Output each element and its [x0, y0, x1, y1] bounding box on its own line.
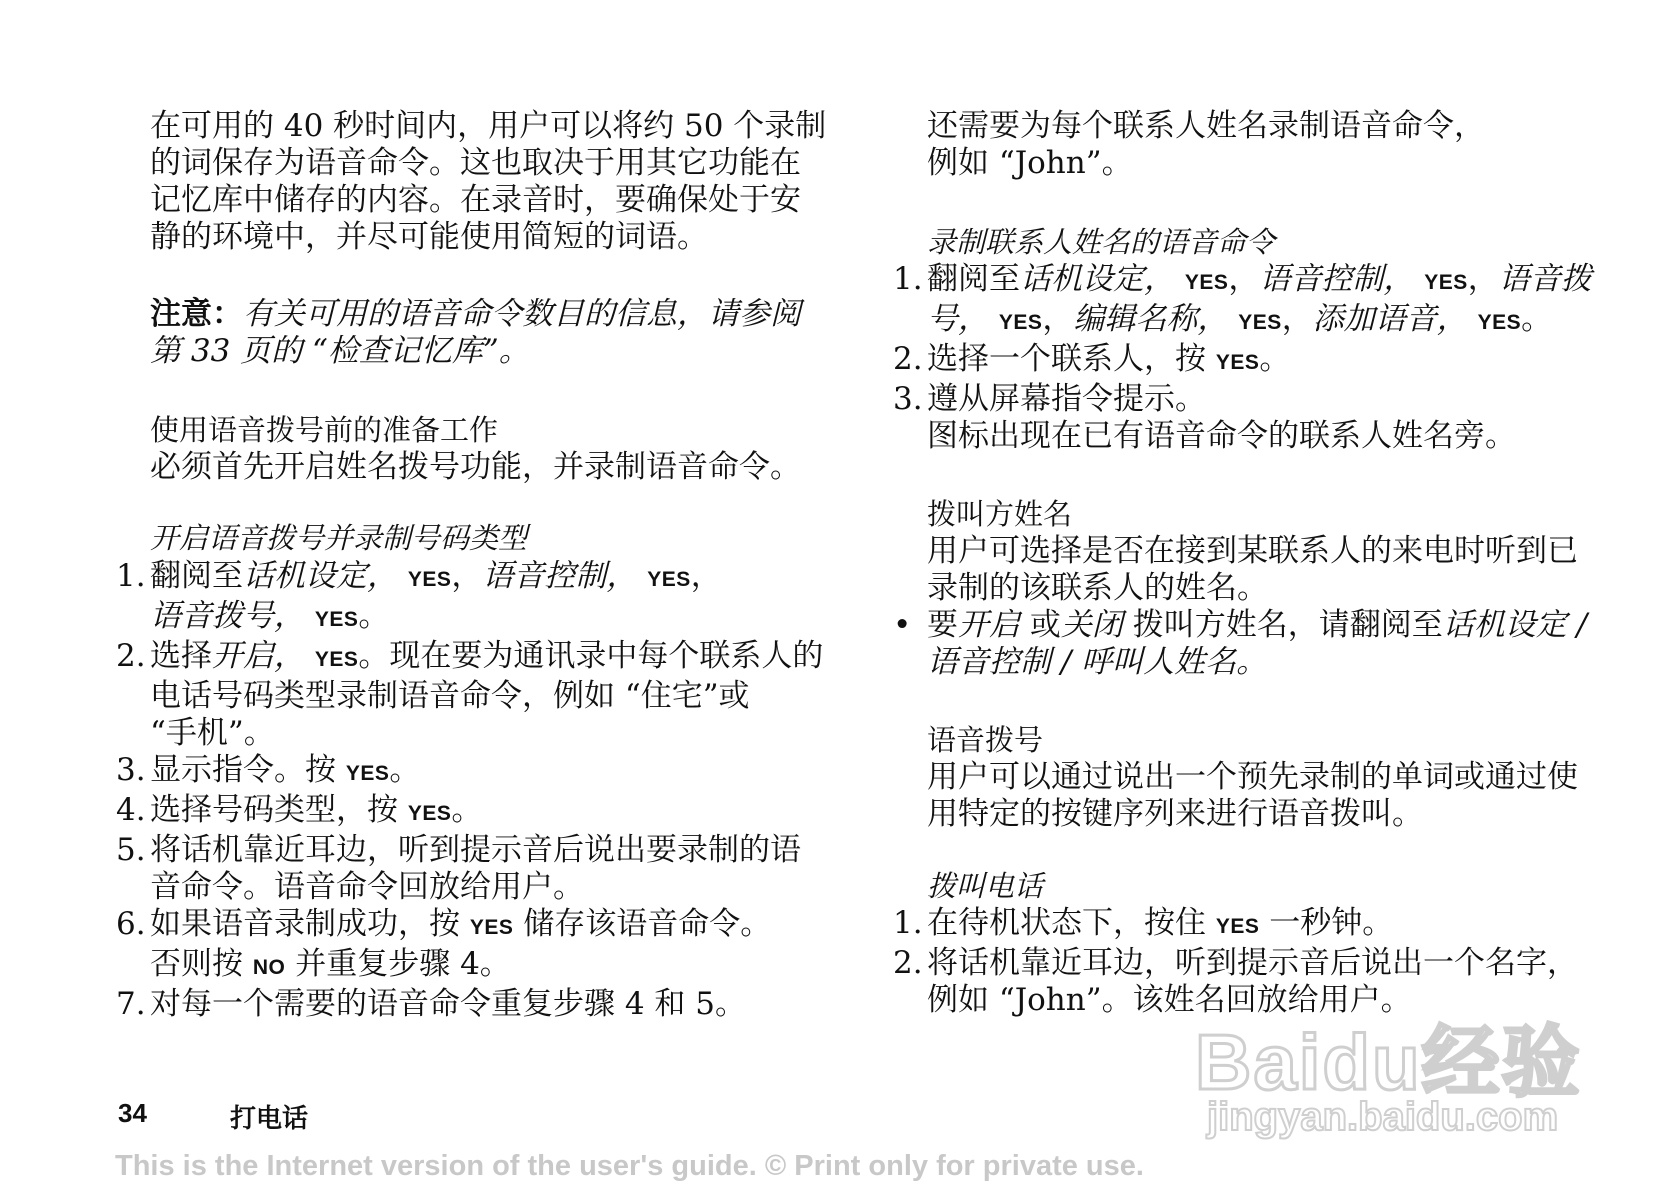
- rec-heading: 录制联系人姓名的语音命令: [927, 225, 1276, 259]
- footer-title: 打电话: [230, 1104, 309, 1134]
- list-item: 7. 对每一个需要的语音命令重复步骤 4 和 5。: [116, 986, 747, 1022]
- rec-section: 录制联系人姓名的语音命令 1. 翻阅至话机设定， YES，语音控制， YES，语音拨 号， YES，编辑名称， YES，添加语音， YES。 2. 选择一个联系人，按 YES。 3. 遵从屏幕指令提示。 图标出现在已有语音命令的联系人姓名旁。: [893, 225, 1592, 454]
- yes-key: YES: [314, 648, 359, 671]
- yes-key: YES: [1184, 271, 1229, 294]
- no-key: NO: [252, 956, 286, 979]
- yes-key: YES: [998, 311, 1043, 334]
- prep-heading: 使用语音拨号前的准备工作: [150, 413, 499, 447]
- list-item: 2. 选择一个联系人，按 YES。: [893, 341, 1291, 377]
- voice-dial-heading: 语音拨号: [927, 723, 1044, 757]
- disclaimer: This is the Internet version of the user's guide. © Print only for private use.: [115, 1150, 1144, 1182]
- intro-paragraph: 在可用的 40 秒时间内，用户可以将约 50 个录制 的词保存为语音命令。这也取决于用其它功能在 记忆库中储存的内容。在录音时，要确保处于安 静的环境中，并尽可能使用简短的词语。: [150, 108, 827, 255]
- caller-section: 拨叫方姓名 用户可选择是否在接到某联系人的来电时听到已 录制的该联系人的姓名。 • 要开启 或关闭 拨叫方姓名，请翻阅至话机设定 / 语音控制 / 呼叫人姓名。: [893, 497, 1588, 680]
- page-number: 34: [118, 1098, 147, 1128]
- yes-key: YES: [647, 568, 691, 591]
- yes-key: YES: [1215, 351, 1260, 374]
- prep-section: [150, 412, 801, 486]
- baidu-watermark: Baidu经验 jingyan.baidu.com: [1195, 1018, 1582, 1139]
- yes-key: YES: [1477, 311, 1522, 334]
- list-item: 3. 遵从屏幕指令提示。: [893, 381, 1206, 417]
- yes-key: YES: [345, 762, 390, 785]
- call-heading: 拨叫电话: [927, 869, 1044, 903]
- sub-heading: 开启语音拨号并录制号码类型: [150, 521, 528, 555]
- note-text: 有关可用的语音命令数目的信息，请参阅: [243, 296, 801, 332]
- yes-key: YES: [314, 608, 359, 631]
- list-item: 2. 将话机靠近耳边，听到提示音后说出一个名字，: [893, 945, 1578, 981]
- list-item-cont: 否则按 NO 并重复步骤 4。: [150, 946, 511, 982]
- left-steps: 1. 翻阅至话机设定， YES，语音控制， YES， 语音拨号， YES。 2. 选择开启， YES。现在要为通讯录中每个联系人的 电话号码类型录制语音命令，例如 “住宅”或 “手机”。 3. 显示指令。按 YES。 4. 选择号码类型，按 YES。 5. 将话机靠近耳边，听到提示音后说出要录制的语 音命令。语音命令回放给用户。 6. 如果语音录制成功，按 YES 储存该语音命令。 否则按 NO 并重复步骤 4。 7. 对每一个需要的语音命令重复步骤 4 和 5。: [116, 558, 824, 1022]
- list-item-cont: 语音拨号， YES。: [150, 598, 390, 634]
- list-item: 2. 选择开启， YES。现在要为通讯录中每个联系人的: [116, 638, 824, 674]
- list-item: 6. 如果语音录制成功，按 YES 储存该语音命令。: [116, 906, 772, 942]
- note: [150, 296, 801, 370]
- yes-key: YES: [469, 916, 514, 939]
- note-label: 注意：: [150, 296, 243, 332]
- list-item: • 要开启 或关闭 拨叫方姓名，请翻阅至话机设定 /: [893, 607, 1588, 643]
- list-item: 4. 选择号码类型，按 YES。: [116, 792, 483, 828]
- yes-key: YES: [407, 568, 452, 591]
- list-item: 1. 翻阅至话机设定， YES，语音控制， YES，语音拨: [893, 261, 1592, 297]
- list-item-cont: 号， YES，编辑名称， YES，添加语音， YES。: [927, 301, 1553, 337]
- yes-key: YES: [1215, 915, 1260, 938]
- yes-key: YES: [1424, 271, 1468, 294]
- voice-dial-section: 语音拨号 用户可以通过说出一个预先录制的单词或通过使 用特定的按键序列来进行语音拨叫。: [927, 723, 1578, 832]
- list-item: 3. 显示指令。按 YES。: [116, 752, 421, 788]
- bullet-icon: •: [893, 607, 912, 643]
- yes-key: YES: [1238, 311, 1282, 334]
- prep-text: 必须首先开启姓名拨号功能，并录制语音命令。: [150, 449, 801, 485]
- list-item: 5. 将话机靠近耳边，听到提示音后说出要录制的语: [116, 832, 801, 868]
- call-section: 拨叫电话 1. 在待机状态下，按住 YES 一秒钟。 2. 将话机靠近耳边，听到提示音后说出一个名字， 例如 “John”。该姓名回放给用户。: [893, 869, 1578, 1018]
- list-item: 1. 翻阅至话机设定， YES，语音控制， YES，: [116, 558, 722, 594]
- caller-heading: 拨叫方姓名: [927, 497, 1073, 531]
- note-text-2: 第 33 页的 “检查记忆库”。: [150, 333, 530, 369]
- right-top: 还需要为每个联系人姓名录制语音命令， 例如 “John”。: [927, 108, 1485, 181]
- yes-key: YES: [407, 802, 452, 825]
- list-item: 1. 在待机状态下，按住 YES 一秒钟。: [893, 905, 1394, 941]
